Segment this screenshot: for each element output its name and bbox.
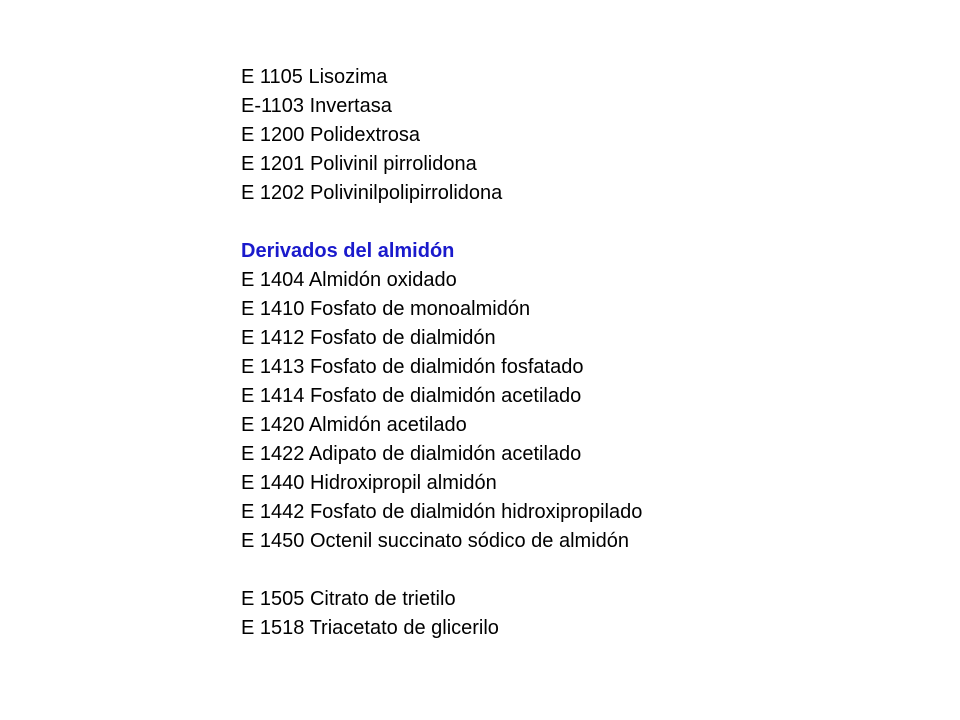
spacer: [241, 556, 642, 585]
list-item: E 1420 Almidón acetilado: [241, 414, 467, 436]
list-item: E 1505 Citrato de trietilo: [241, 588, 456, 610]
list-item: E 1442 Fosfato de dialmidón hidroxipropilado: [241, 501, 643, 523]
list-item: E 1200 Polidextrosa: [241, 124, 421, 146]
list-item: E-1103 Invertasa: [241, 95, 392, 117]
list-item: E 1202 Polivinilpolipirrolidona: [241, 182, 503, 204]
list-item: E 1105 Lisozima: [241, 66, 388, 88]
list-item: E 1440 Hidroxipropil almidón: [241, 472, 497, 494]
list-item: E 1422 Adipato de dialmidón acetilado: [241, 443, 582, 465]
additive-list: [241, 63, 642, 643]
list-item: E 1412 Fosfato de dialmidón: [241, 327, 496, 349]
list-item: E 1410 Fosfato de monoalmidón: [241, 298, 531, 320]
list-item: E 1414 Fosfato de dialmidón acetilado: [241, 385, 582, 407]
section-heading: Derivados del almidón: [241, 240, 455, 262]
list-item: E 1450 Octenil succinato sódico de almidón: [241, 530, 630, 552]
list-item: E 1404 Almidón oxidado: [241, 269, 457, 291]
list-item: E 1518 Triacetato de glicerilo: [241, 617, 499, 639]
spacer: [241, 208, 642, 237]
list-item: E 1201 Polivinil pirrolidona: [241, 153, 477, 175]
list-item: E 1413 Fosfato de dialmidón fosfatado: [241, 356, 584, 378]
